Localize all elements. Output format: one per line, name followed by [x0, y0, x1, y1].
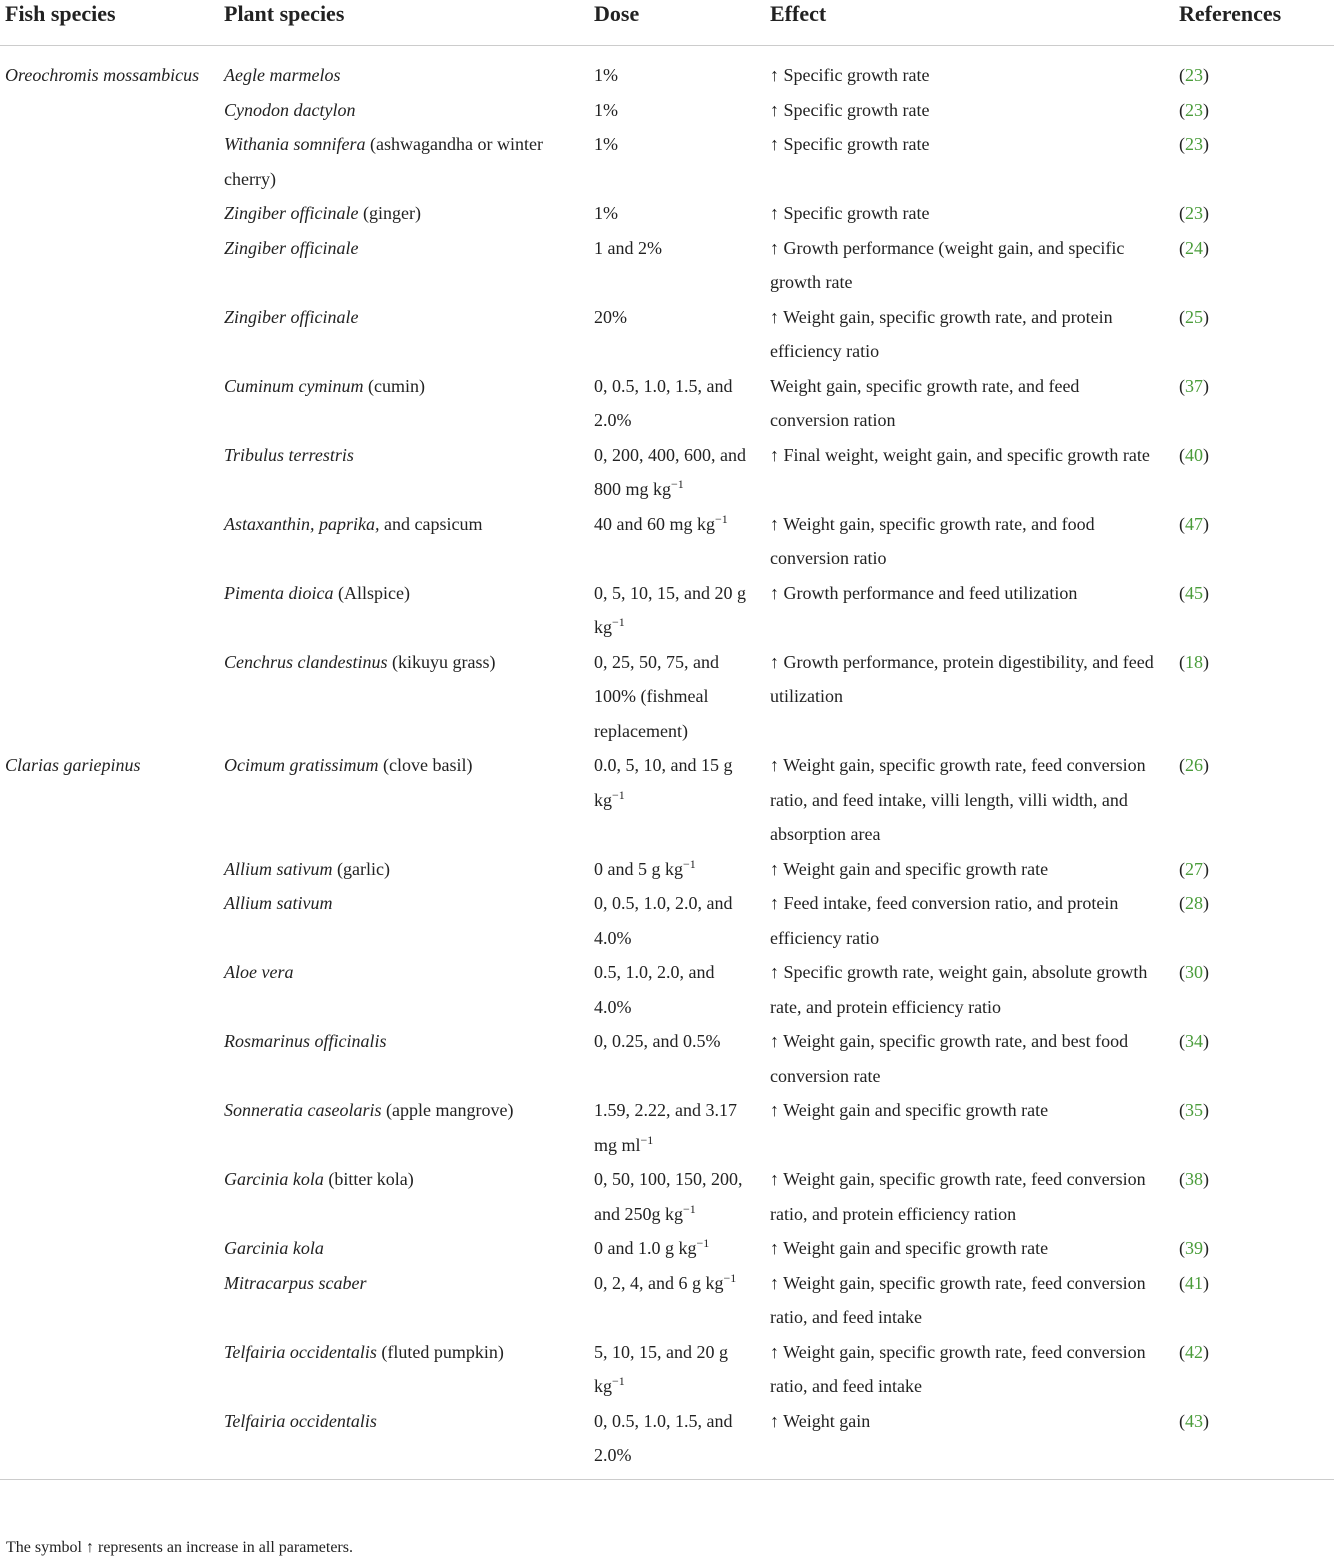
reference-link[interactable]: 23 [1185, 134, 1203, 154]
effect-cell [765, 852, 1174, 887]
fish-species-cell [0, 886, 219, 955]
reference-cell: (23) [1179, 65, 1209, 85]
reference-link[interactable]: 18 [1185, 651, 1203, 672]
plant-species-name: Zingiber officinale [224, 306, 359, 327]
fish-species-cell [0, 748, 219, 852]
plant-species-name: Pimenta dioica [224, 582, 334, 603]
fish-species-cell [0, 852, 219, 887]
dose-text: 0.0, 5, 10, and 15 g kg [594, 755, 733, 810]
effect-text: ↑ Weight gain, specific growth rate, and food conversion ratio [770, 513, 1095, 568]
dose-exponent: −1 [612, 615, 625, 629]
plant-species-cell [219, 576, 589, 645]
plant-species-name: Cenchrus clandestinus [224, 651, 388, 672]
fish-species-cell [0, 1231, 219, 1266]
plant-species-name: Aloe vera [224, 962, 294, 982]
dose-exponent: −1 [696, 1236, 710, 1250]
dose-exponent: −1 [612, 1374, 625, 1388]
fish-species-cell [0, 127, 219, 196]
plant-species-cell [219, 1335, 589, 1404]
dose-cell [589, 46, 765, 93]
table-body [0, 46, 1334, 1480]
plant-species-note: (cumin) [363, 375, 425, 396]
effect-cell [765, 127, 1174, 196]
effect-cell [765, 1231, 1174, 1266]
fish-species-cell [0, 1093, 219, 1162]
dose-cell [589, 1024, 765, 1093]
effect-cell [765, 507, 1174, 576]
reference-link[interactable]: 39 [1185, 1238, 1203, 1258]
reference-cell: (42) [1179, 1341, 1209, 1362]
dose-text: 0, 0.5, 1.0, 1.5, and 2.0% [594, 375, 733, 430]
dose-cell [589, 507, 765, 576]
effect-text: ↑ Specific growth rate, weight gain, absolute growth rate, and protein efficiency ratio [770, 962, 1148, 1017]
table-row [0, 886, 1334, 955]
effect-cell [765, 1024, 1174, 1093]
plant-species-name: Telfairia occidentalis [224, 1341, 377, 1362]
effect-cell [765, 300, 1174, 369]
effect-cell [765, 231, 1174, 300]
plant-species-cell [219, 369, 589, 438]
plant-species-name: Aegle marmelos [224, 65, 341, 85]
fish-species-cell [0, 196, 219, 231]
reference-link[interactable]: 23 [1185, 203, 1203, 223]
reference-cell: (26) [1179, 755, 1209, 775]
fish-species-cell [0, 1024, 219, 1093]
dose-exponent: −1 [683, 856, 696, 871]
plant-species-note: (clove basil) [378, 755, 473, 775]
dose-text: 1% [594, 134, 618, 154]
table-row [0, 93, 1334, 128]
dose-cell [589, 196, 765, 231]
dose-text: 0, 0.5, 1.0, 1.5, and 2.0% [594, 1410, 733, 1465]
plant-species-cell [219, 93, 589, 128]
plant-species-name: Tribulus terrestris [224, 444, 354, 465]
plant-species-name: Cynodon dactylon [224, 99, 356, 120]
dose-cell [589, 955, 765, 1024]
reference-link[interactable]: 45 [1185, 582, 1203, 603]
plant-species-cell [219, 1024, 589, 1093]
reference-cell: (41) [1179, 1272, 1209, 1293]
reference-link[interactable]: 30 [1185, 962, 1203, 982]
plant-species-cell [219, 196, 589, 231]
dose-cell [589, 645, 765, 749]
reference-cell: (24) [1179, 237, 1209, 258]
plant-species-cell [219, 300, 589, 369]
effect-text: ↑ Growth performance (weight gain, and specific growth rate [770, 237, 1125, 292]
fish-species-cell [0, 300, 219, 369]
reference-link[interactable]: 37 [1185, 375, 1203, 396]
table-row [0, 1404, 1334, 1480]
fish-species-cell [0, 1266, 219, 1335]
plant-species-note: (kikuyu grass) [387, 651, 496, 672]
effect-text: ↑ Specific growth rate [770, 65, 930, 85]
dose-text: 1% [594, 203, 618, 223]
dose-text: 0 and 1.0 g kg [594, 1238, 697, 1258]
plant-species-name: Allium sativum [224, 858, 333, 879]
plant-species-cell [219, 438, 589, 507]
effect-text: Weight gain, specific growth rate, and feed conversion ration [770, 375, 1080, 430]
dose-cell [589, 852, 765, 887]
reference-cell: (40) [1179, 444, 1209, 465]
table-footnote: The symbol ↑ represents an increase in all parameters. [6, 1539, 353, 1556]
dose-text: 1.59, 2.22, and 3.17 mg ml [594, 1100, 737, 1155]
plant-species-cell [219, 1162, 589, 1231]
header-plant-species: Plant species [224, 1, 345, 26]
plant-species-note: (fluted pumpkin) [376, 1341, 504, 1362]
reference-cell: (25) [1179, 306, 1209, 327]
effect-cell [765, 46, 1174, 93]
plant-species-cell [219, 645, 589, 749]
table-row [0, 196, 1334, 231]
table-row [0, 507, 1334, 576]
effect-text: ↑ Weight gain, specific growth rate, feed conversion ratio, and feed intake, villi length, villi width, and absorption area [770, 755, 1146, 844]
effect-text: ↑ Weight gain, specific growth rate, and best food conversion rate [770, 1031, 1129, 1086]
effect-cell [765, 1266, 1174, 1335]
effect-cell [765, 748, 1174, 852]
reference-cell: (38) [1179, 1169, 1209, 1189]
dose-cell [589, 369, 765, 438]
reference-cell: (30) [1179, 962, 1209, 982]
table-row [0, 438, 1334, 507]
reference-cell: (23) [1179, 99, 1209, 120]
reference-link[interactable]: 41 [1185, 1272, 1203, 1293]
dose-exponent: −1 [612, 787, 625, 802]
dose-exponent: −1 [671, 477, 684, 491]
plant-species-name: Rosmarinus officinalis [224, 1031, 387, 1051]
plant-species-cell [219, 1093, 589, 1162]
dose-cell [589, 93, 765, 128]
dose-text: 1% [594, 99, 618, 120]
effect-text: ↑ Weight gain, specific growth rate, feed conversion ratio, and feed intake [770, 1272, 1146, 1327]
header-row [0, 0, 1334, 46]
plant-species-cell [219, 1266, 589, 1335]
effect-cell [765, 886, 1174, 955]
dose-text: 0.5, 1.0, 2.0, and 4.0% [594, 962, 715, 1017]
table-row [0, 1024, 1334, 1093]
fish-species-cell [0, 507, 219, 576]
plant-species-name: Garcinia kola [224, 1169, 324, 1189]
plant-species-name: Withania somnifera [224, 134, 366, 154]
reference-link[interactable]: 35 [1185, 1100, 1203, 1120]
reference-link[interactable]: 42 [1185, 1341, 1203, 1362]
dose-exponent: −1 [640, 1132, 654, 1147]
effect-cell [765, 955, 1174, 1024]
plant-species-cell [219, 852, 589, 887]
dose-cell [589, 1231, 765, 1266]
effect-cell [765, 576, 1174, 645]
plant-species-note: (Allspice) [333, 582, 410, 603]
table-row [0, 127, 1334, 196]
dose-text: 40 and 60 mg kg [594, 513, 715, 534]
effect-cell [765, 1335, 1174, 1404]
reference-cell: (39) [1179, 1238, 1209, 1258]
fish-species-cell [0, 231, 219, 300]
table-row [0, 576, 1334, 645]
effect-text: ↑ Weight gain, specific growth rate, and protein efficiency ratio [770, 306, 1113, 361]
dose-text: 0, 0.25, and 0.5% [594, 1031, 721, 1051]
table-row [0, 1162, 1334, 1231]
reference-cell: (37) [1179, 375, 1209, 396]
effect-cell [765, 645, 1174, 749]
table-row [0, 46, 1334, 93]
effect-text: ↑ Weight gain [770, 1410, 871, 1431]
fish-species-cell [0, 645, 219, 749]
reference-cell: (47) [1179, 513, 1209, 534]
table-row [0, 1335, 1334, 1404]
fish-species-cell [0, 369, 219, 438]
dose-cell [589, 1335, 765, 1404]
effect-text: ↑ Weight gain and specific growth rate [770, 1238, 1049, 1258]
reference-cell: (27) [1179, 858, 1209, 879]
plant-species-name: Zingiber officinale [224, 203, 359, 223]
plant-species-name: Garcinia kola [224, 1238, 324, 1258]
plant-species-note: (bitter kola) [323, 1169, 414, 1189]
plant-species-note: and capsicum [379, 513, 483, 534]
effect-cell [765, 1093, 1174, 1162]
plant-species-cell [219, 748, 589, 852]
dose-exponent: −1 [715, 511, 728, 526]
plant-species-cell [219, 1231, 589, 1266]
plant-species-cell [219, 46, 589, 93]
reference-cell: (28) [1179, 893, 1209, 913]
fish-species-cell [0, 46, 219, 93]
table-row [0, 231, 1334, 300]
reference-link[interactable]: 26 [1185, 755, 1203, 775]
dose-text: 0, 25, 50, 75, and 100% (fishmeal replacement) [594, 651, 719, 741]
plant-species-note: (ginger) [358, 203, 421, 223]
plant-species-name: Mitracarpus scaber [224, 1272, 367, 1293]
effect-text: ↑ Final weight, weight gain, and specific growth rate [770, 444, 1150, 465]
fish-species-cell [0, 1162, 219, 1231]
header-references: References [1179, 1, 1282, 26]
effect-cell [765, 1162, 1174, 1231]
plant-species-note: (garlic) [332, 858, 390, 879]
reference-link[interactable]: 34 [1185, 1031, 1203, 1051]
reference-link[interactable]: 23 [1185, 65, 1203, 85]
effect-cell [765, 1404, 1174, 1480]
effect-cell [765, 93, 1174, 128]
plant-species-name: Sonneratia caseolaris [224, 1100, 382, 1120]
reference-link[interactable]: 27 [1185, 858, 1203, 879]
effect-cell [765, 369, 1174, 438]
dose-cell [589, 127, 765, 196]
reference-link[interactable]: 25 [1185, 306, 1203, 327]
dose-cell [589, 748, 765, 852]
dose-cell [589, 438, 765, 507]
plant-species-cell [219, 127, 589, 196]
plant-species-cell [219, 886, 589, 955]
dose-cell [589, 886, 765, 955]
plant-species-cell [219, 507, 589, 576]
table-row [0, 1266, 1334, 1335]
reference-cell: (23) [1179, 134, 1209, 154]
effect-text: ↑ Weight gain and specific growth rate [770, 858, 1049, 879]
table-row [0, 300, 1334, 369]
dose-cell [589, 300, 765, 369]
effect-text: ↑ Weight gain, specific growth rate, feed conversion ratio, and feed intake [770, 1341, 1146, 1396]
dose-cell [589, 1404, 765, 1480]
plant-species-cell [219, 955, 589, 1024]
reference-link[interactable]: 40 [1185, 444, 1203, 465]
effect-text: ↑ Growth performance and feed utilization [770, 582, 1078, 603]
fish-species-cell [0, 93, 219, 128]
plant-species-name: Ocimum gratissimum [224, 755, 379, 775]
plant-species-name: Allium sativum [224, 893, 333, 913]
plant-species-note: (ashwagandha or winter cherry) [224, 134, 548, 189]
reference-cell: (43) [1179, 1410, 1209, 1431]
dose-text: 0 and 5 g kg [594, 858, 683, 879]
reference-cell: (23) [1179, 203, 1209, 223]
dose-text: 20% [594, 306, 627, 327]
reference-link[interactable]: 38 [1185, 1169, 1203, 1189]
plant-species-name: Cuminum cyminum [224, 375, 364, 396]
plant-species-note: (apple mangrove) [381, 1100, 514, 1120]
dose-cell [589, 576, 765, 645]
fish-species-cell [0, 1404, 219, 1480]
dose-exponent: −1 [683, 1201, 696, 1216]
fish-species-cell [0, 576, 219, 645]
table-row [0, 748, 1334, 852]
effect-cell [765, 196, 1174, 231]
plant-species-cell [219, 231, 589, 300]
table-row [0, 369, 1334, 438]
dose-text: 0, 200, 400, 600, and 800 mg kg [594, 444, 746, 499]
reference-link[interactable]: 28 [1185, 893, 1203, 913]
effect-text: ↑ Feed intake, feed conversion ratio, and protein efficiency ratio [770, 893, 1119, 948]
effect-text: ↑ Specific growth rate [770, 99, 930, 120]
dose-text: 0, 0.5, 1.0, 2.0, and 4.0% [594, 893, 733, 948]
dose-cell [589, 1093, 765, 1162]
fish-species-cell [0, 955, 219, 1024]
effect-text: ↑ Weight gain and specific growth rate [770, 1100, 1049, 1120]
reference-link[interactable]: 23 [1185, 99, 1203, 120]
reference-cell: (45) [1179, 582, 1209, 603]
plant-species-name: Astaxanthin, paprika, [224, 513, 380, 534]
fish-species-cell [0, 438, 219, 507]
table-row [0, 852, 1334, 887]
plant-species-cell [219, 1404, 589, 1480]
fish-species-text: Oreochromis mossambicus [5, 65, 200, 85]
fish-species-cell [0, 1335, 219, 1404]
table-row [0, 645, 1334, 749]
plant-species-name: Zingiber officinale [224, 237, 359, 258]
table-row [0, 1231, 1334, 1266]
reference-cell: (18) [1179, 651, 1209, 672]
reference-link[interactable]: 43 [1185, 1410, 1203, 1431]
dose-text: 1% [594, 65, 618, 85]
effect-text: ↑ Weight gain, specific growth rate, feed conversion ratio, and protein efficiency ration [770, 1169, 1146, 1224]
reference-cell: (35) [1179, 1100, 1209, 1120]
header-effect: Effect [770, 1, 827, 26]
fish-species-text: Clarias gariepinus [5, 755, 141, 775]
dose-cell [589, 231, 765, 300]
reference-link[interactable]: 24 [1185, 237, 1203, 258]
effect-text: ↑ Growth performance, protein digestibility, and feed utilization [770, 651, 1154, 706]
header-fish-species: Fish species [5, 1, 116, 26]
dose-cell [589, 1162, 765, 1231]
effect-text: ↑ Specific growth rate [770, 203, 930, 223]
header-dose: Dose [594, 1, 640, 26]
effect-text: ↑ Specific growth rate [770, 134, 930, 154]
dose-text: 0, 2, 4, and 6 g kg [594, 1272, 724, 1293]
dose-cell [589, 1266, 765, 1335]
plant-species-name: Telfairia occidentalis [224, 1410, 377, 1431]
dose-text: 0, 50, 100, 150, 200, and 250g kg [594, 1169, 743, 1224]
dose-text: 5, 10, 15, and 20 g kg [594, 1341, 728, 1396]
dose-text: 1 and 2% [594, 237, 662, 258]
reference-cell: (34) [1179, 1031, 1209, 1051]
table-row [0, 1093, 1334, 1162]
effect-cell [765, 438, 1174, 507]
dose-text: 0, 5, 10, 15, and 20 g kg [594, 582, 746, 637]
reference-link[interactable]: 47 [1185, 513, 1203, 534]
table-row [0, 955, 1334, 1024]
dose-exponent: −1 [723, 1270, 737, 1285]
